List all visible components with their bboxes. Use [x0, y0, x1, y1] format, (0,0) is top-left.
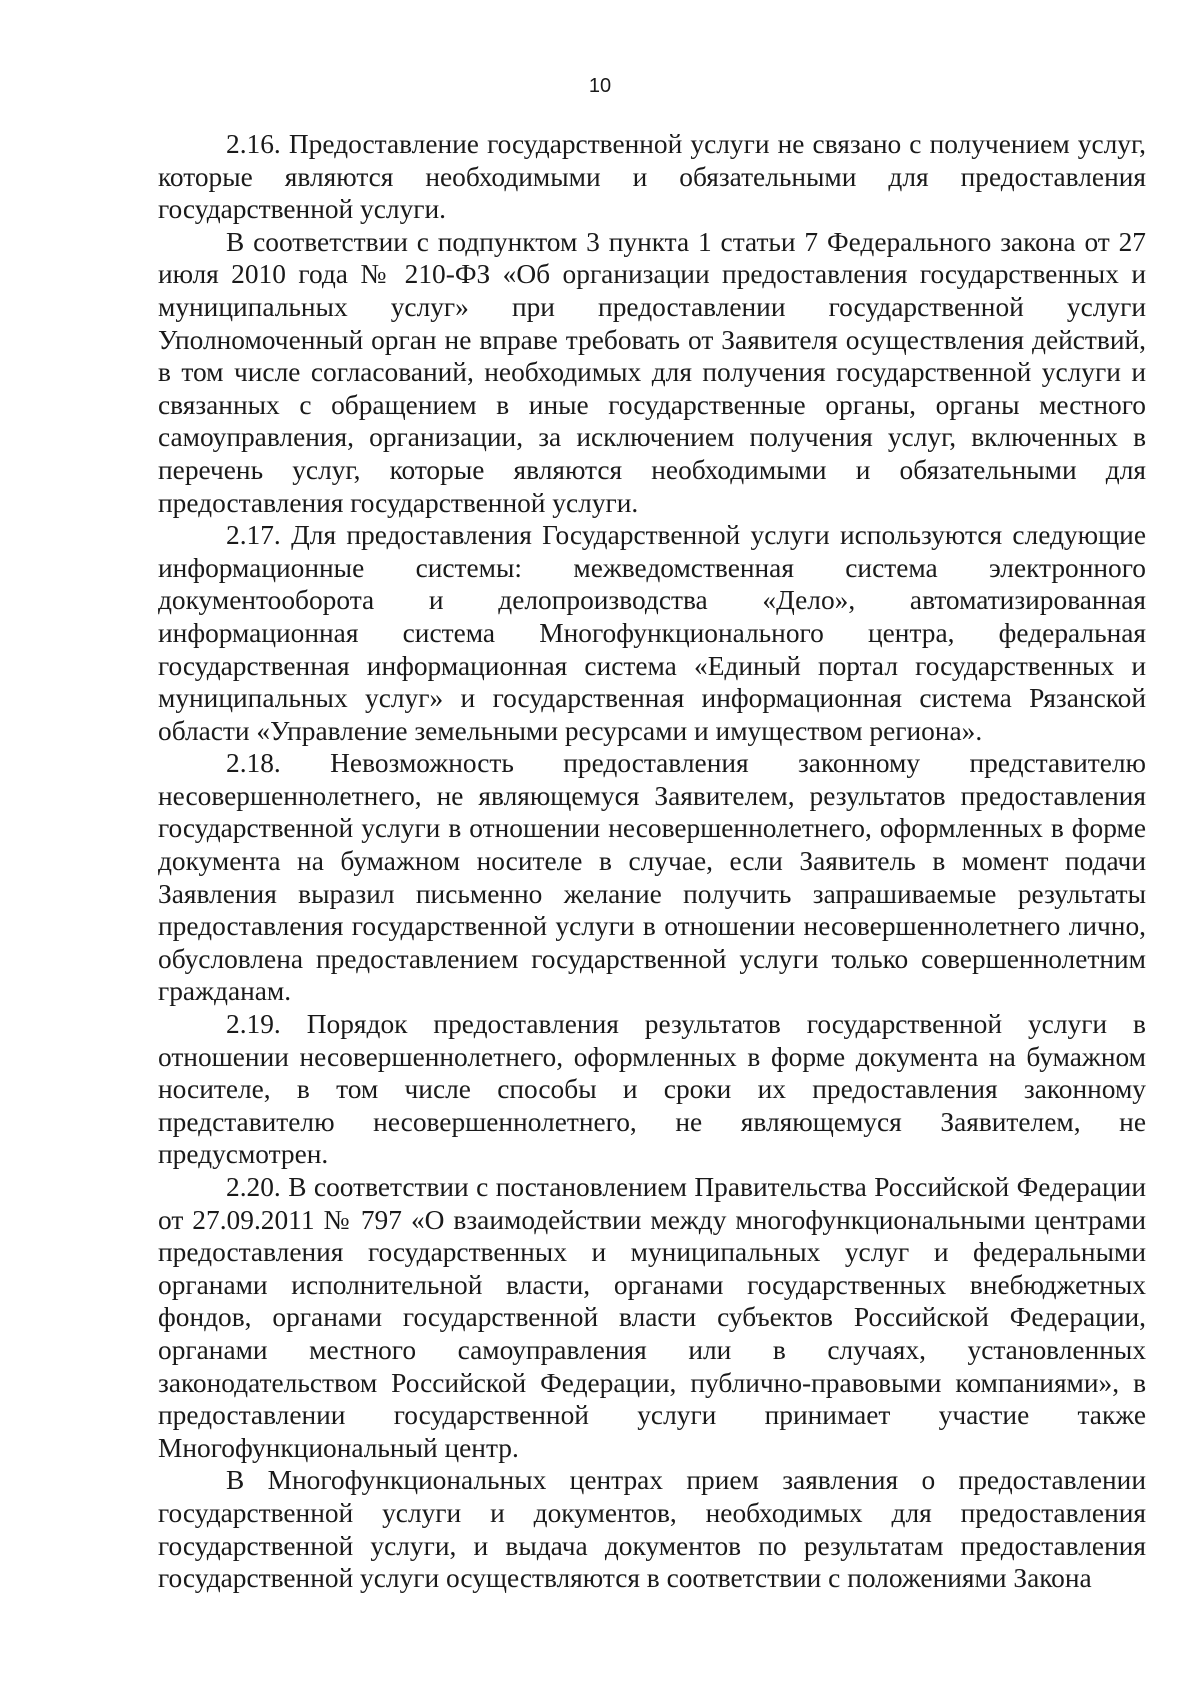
paragraph-2-17: 2.17. Для предоставления Государственной услуги используются следующие информационные системы: межведомственная система электронного документооборота и делопроизводства «Дело», автоматизированная информационная система Многофункционального центра, федеральная государственная информационная система «Единый портал государственных и муниципальных услуг» и государственная информационная система Рязанской области «Управление земельными ресурсами и имуществом региона». — [158, 520, 1146, 746]
paragraph-2-18: 2.18. Невозможность предоставления законному представителю несовершеннолетнего, не являющемуся Заявителем, результатов предоставления государственной услуги в отношении несовершеннолетнего, оформленных в форме документа на бумажном носителе в случае, если Заявитель в момент подачи Заявления выразил письменно желание получить запрашиваемые результаты предоставления государственной услуги в отношении несовершеннолетнего лично, обусловлена предоставлением государственной услуги только совершеннолетним гражданам. — [158, 748, 1146, 1007]
page-number: 10 — [588, 75, 612, 97]
paragraph-2-19: 2.19. Порядок предоставления результатов государственной услуги в отношении несовершеннолетнего, оформленных в форме документа на бумажном носителе, в том числе способы и сроки их предоставления законному представителю несовершеннолетнего, не являющемуся Заявителем, не предусмотрен. — [158, 1009, 1146, 1170]
paragraph-mfc: В Многофункциональных центрах прием заявления о предоставлении государственной услуги и документов, необходимых для предоставления государственной услуги, и выдача документов по результатам предоставления государственной услуги осуществляются в соответствии с положениями Закона — [158, 1465, 1146, 1594]
document-body — [158, 128, 1146, 1595]
paragraph-federal-law-210: В соответствии с подпунктом 3 пункта 1 статьи 7 Федерального закона от 27 июля 2010 года № 210-ФЗ «Об организации предоставления государственных и муниципальных услуг» при предоставлении государственной услуги Уполномоченный орган не вправе требовать от Заявителя осуществления действий, в том числе согласований, необходимых для получения государственной услуги и связанных с обращением в иные государственные органы, органы местного самоуправления, организации, за исключением получения услуг, включенных в перечень услуг, которые являются необходимыми и обязательными для предоставления государственной услуги. — [158, 226, 1146, 518]
paragraph-2-16: 2.16. Предоставление государственной услуги не связано с получением услуг, которые являются необходимыми и обязательными для предоставления государственной услуги. — [158, 129, 1146, 225]
paragraph-2-20: 2.20. В соответствии с постановлением Правительства Российской Федерации от 27.09.2011 № 797 «О взаимодействии между многофункциональными центрами предоставления государственных и муниципальных услуг и федеральными органами исполнительной власти, органами государственных внебюджетных фондов, органами государственной власти субъектов Российской Федерации, органами местного самоуправления или в случаях, установленных законодательством Российской Федерации, публично-правовыми компаниями», в предоставлении государственной услуги принимает участие также Многофункциональный центр. — [158, 1172, 1146, 1463]
